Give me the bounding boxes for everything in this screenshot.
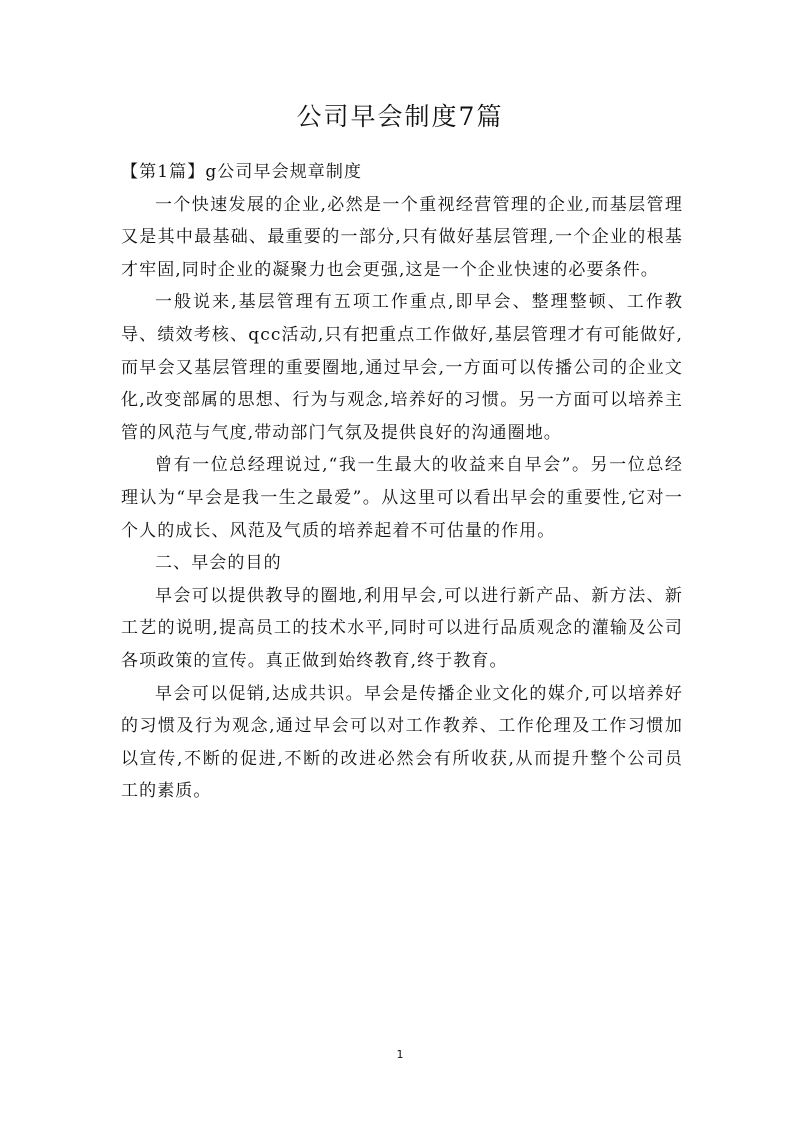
document-title: 公司早会制度7篇 [296, 102, 504, 131]
document-body [121, 156, 683, 808]
paragraph: 早会可以提供教导的圈地,利用早会,可以进行新产品、新方法、新工艺的说明,提高员工的技术水平,同时可以进行品质观念的灌输及公司各项政策的宣传。真正做到始终教育,终于教育。 [121, 585, 683, 671]
page-number: 1 [396, 1048, 404, 1061]
paragraph: 一个快速发展的企业,必然是一个重视经营管理的企业,而基层管理又是其中最基础、最重要的一部分,只有做好基层管理,一个企业的根基才牢固,同时企业的凝聚力也会更强,这是一个企业快速的必要条件。 [121, 194, 683, 280]
subheading: 二、早会的目的 [155, 553, 282, 574]
paragraph: 一般说来,基层管理有五项工作重点,即早会、整理整顿、工作教导、绩效考核、qcc活动,只有把重点工作做好,基层管理才有可能做好,而早会又基层管理的重要圈地,通过早会,一方面可以传播公司的企业文化,改变部属的思想、行为与观念,培养好的习惯。另一方面可以培养主管的风范与气度,带动部门气氛及提供良好的沟通圈地。 [121, 292, 683, 443]
paragraph: 曾有一位总经理说过,“我一生最大的收益来自早会”。另一位总经理认为“早会是我一生之最爱”。从这里可以看出早会的重要性,它对一个人的成长、风范及气质的培养起着不可估量的作用。 [121, 455, 683, 541]
paragraph: 早会可以促销,达成共识。早会是传播企业文化的媒介,可以培养好的习惯及行为观念,通过早会可以对工作教养、工作伦理及工作习惯加以宣传,不断的促进,不断的改进必然会有所收获,从而提升整个公司员工的素质。 [121, 683, 683, 802]
section-heading: 【第1篇】g公司早会规章制度 [121, 162, 363, 182]
